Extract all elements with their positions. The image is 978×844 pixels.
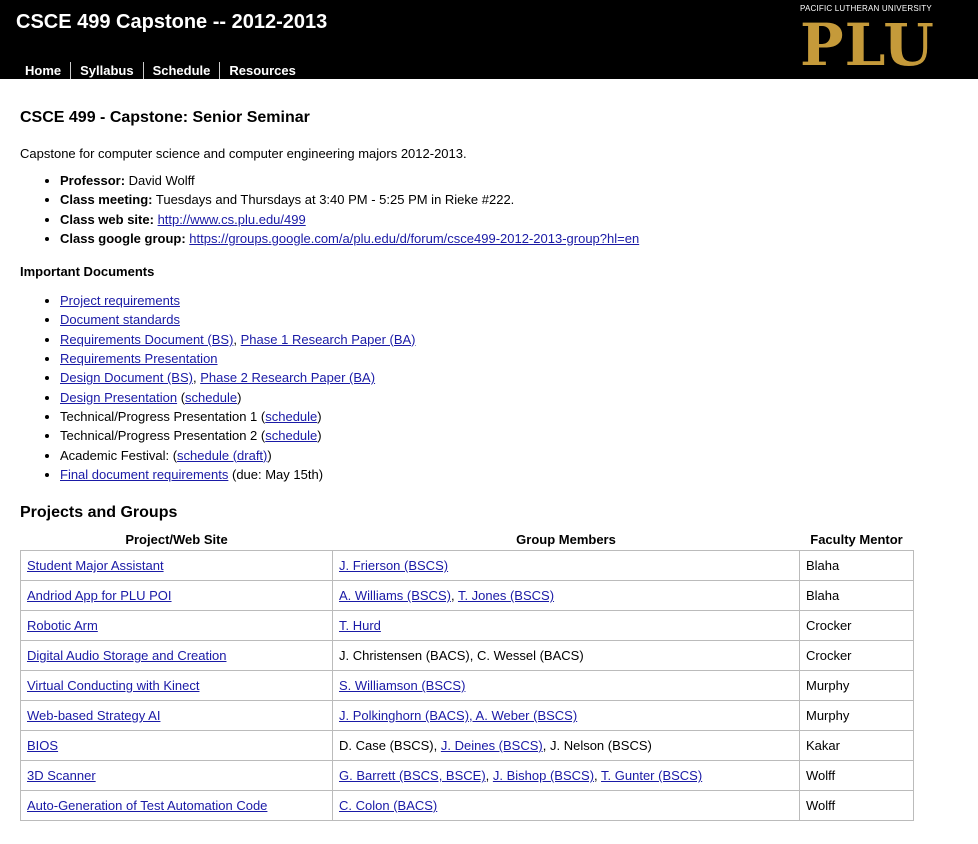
table-row — [21, 791, 914, 821]
member-link[interactable]: J. Bishop (BSCS) — [492, 768, 595, 784]
doc-link[interactable]: Requirements Presentation — [60, 351, 218, 367]
project-link[interactable]: Web-based Strategy AI — [27, 708, 161, 724]
member-link[interactable]: J. Frierson (BSCS) — [339, 558, 449, 574]
documents-list — [20, 291, 960, 484]
project-link[interactable]: Digital Audio Storage and Creation — [27, 648, 227, 664]
doc-link[interactable]: Requirements Document (BS) — [60, 331, 234, 347]
mentor-cell: Crocker — [800, 641, 914, 671]
table-row: Andriod App for PLU POI A. Williams (BSCS), T. Jones (BSCS) Blaha — [21, 581, 914, 611]
doc-link[interactable]: Design Document (BS) — [60, 370, 193, 386]
doc-link[interactable]: Design Presentation — [60, 389, 178, 405]
doc-link[interactable]: Phase 1 Research Paper (BA) — [240, 331, 416, 347]
schedule-link[interactable]: schedule — [265, 408, 318, 424]
table-row — [21, 551, 914, 581]
projects-table — [20, 529, 914, 821]
list-item — [60, 349, 960, 368]
list-item: • Final document requirements (due: May 15th) — [60, 465, 960, 484]
schedule-link[interactable]: schedule (draft) — [177, 447, 268, 463]
mentor-cell: Crocker — [800, 611, 914, 641]
schedule-link[interactable]: schedule — [185, 389, 238, 405]
member-link[interactable]: A. Williams (BSCS) — [339, 588, 451, 604]
site-header — [0, 0, 978, 79]
project-link[interactable]: 3D Scanner — [27, 768, 96, 784]
projects-heading: Projects and Groups — [20, 504, 178, 522]
doc-link[interactable]: Document standards — [60, 312, 180, 328]
project-link[interactable]: Student Major Assistant — [27, 558, 164, 574]
mentor-cell: Wolff — [800, 761, 914, 791]
plu-logo[interactable]: PLU — [800, 11, 935, 79]
list-item: • Technical/Progress Presentation 2 (schedule) — [60, 426, 960, 445]
google-group-link[interactable]: https://groups.google.com/a/plu.edu/d/forum/csce499-2012-2013-group?hl=en — [189, 230, 640, 246]
class-website-link[interactable]: http://www.cs.plu.edu/499 — [157, 211, 306, 227]
table-row — [21, 671, 914, 701]
project-link[interactable]: Auto-Generation of Test Automation Code — [27, 798, 268, 814]
mentor-cell: Blaha — [800, 581, 914, 611]
list-item — [60, 310, 960, 329]
course-info-list — [20, 171, 960, 248]
list-item: • Class web site: http://www.cs.plu.edu/499 — [60, 210, 960, 229]
mentor-cell: Kakar — [800, 731, 914, 761]
member-link[interactable]: T. Jones (BSCS) — [457, 588, 555, 604]
doc-link[interactable]: Phase 2 Research Paper (BA) — [200, 370, 376, 386]
mentor-cell: Murphy — [800, 701, 914, 731]
schedule-link[interactable]: schedule — [265, 428, 318, 444]
nav-home[interactable]: Home — [25, 63, 62, 78]
site-title: CSCE 499 Capstone -- 2012-2013 — [16, 11, 328, 33]
member-link[interactable]: C. Colon (BACS) — [339, 798, 438, 814]
list-item: • Technical/Progress Presentation 1 (schedule) — [60, 407, 960, 426]
university-name: PACIFIC LUTHERAN UNIVERSITY — [800, 4, 932, 13]
page-title: CSCE 499 - Capstone: Senior Seminar — [20, 109, 310, 126]
list-item: • Requirements Document (BS), Phase 1 Research Paper (BA) — [60, 330, 960, 349]
table-row: BIOS D. Case (BSCS), J. Deines (BSCS), J. Nelson (BSCS) Kakar — [21, 731, 914, 761]
project-link[interactable]: BIOS — [27, 738, 59, 754]
list-item — [60, 291, 960, 310]
mentor-cell: Murphy — [800, 671, 914, 701]
nav-syllabus[interactable]: Syllabus — [70, 62, 142, 79]
list-item: • Class meeting: Tuesdays and Thursdays at 3:40 PM - 5:25 PM in Rieke #222. — [60, 190, 960, 209]
intro-text: Capstone for computer science and computer engineering majors 2012-2013. — [20, 146, 467, 161]
project-link[interactable]: Andriod App for PLU POI — [27, 588, 172, 604]
main-content — [20, 108, 960, 821]
documents-heading: Important Documents — [20, 264, 155, 280]
table-row: 3D Scanner G. Barrett (BSCS, BSCE), J. Bishop (BSCS), T. Gunter (BSCS) Wolff — [21, 761, 914, 791]
member-link[interactable]: G. Barrett (BSCS, BSCE) — [339, 768, 486, 784]
project-link[interactable]: Virtual Conducting with Kinect — [27, 678, 200, 694]
list-item: • Academic Festival: (schedule (draft)) — [60, 446, 960, 465]
column-header: Faculty Mentor — [810, 532, 903, 548]
table-row — [21, 641, 914, 671]
list-item: • Design Document (BS), Phase 2 Research Paper (BA) — [60, 368, 960, 387]
member-link[interactable]: S. Williamson (BSCS) — [339, 678, 466, 694]
member-link[interactable]: J. Deines (BSCS) — [440, 738, 543, 754]
table-row — [21, 701, 914, 731]
list-item: • Design Presentation (schedule) — [60, 388, 960, 407]
mentor-cell: Blaha — [800, 551, 914, 581]
doc-link[interactable]: Project requirements — [60, 293, 180, 309]
project-link[interactable]: Robotic Arm — [27, 618, 98, 634]
nav-resources[interactable]: Resources — [219, 62, 304, 79]
member-link[interactable]: T. Gunter (BSCS) — [601, 768, 703, 784]
list-item: • Class google group: https://groups.google.com/a/plu.edu/d/forum/csce499-2012-2013-group?hl=en — [60, 229, 960, 248]
members-cell: J. Christensen (BACS), C. Wessel (BACS) — [333, 641, 800, 671]
member-link[interactable]: T. Hurd — [339, 618, 381, 634]
doc-link[interactable]: Final document requirements — [60, 466, 229, 482]
main-nav — [15, 62, 305, 79]
column-header: Group Members — [516, 532, 616, 548]
table-row — [21, 611, 914, 641]
nav-schedule[interactable]: Schedule — [143, 62, 220, 79]
column-header: Project/Web Site — [125, 532, 228, 548]
mentor-cell: Wolff — [800, 791, 914, 821]
list-item: • Professor: David Wolff — [60, 171, 960, 190]
member-link[interactable]: J. Polkinghorn (BACS), A. Weber (BSCS) — [339, 708, 578, 724]
